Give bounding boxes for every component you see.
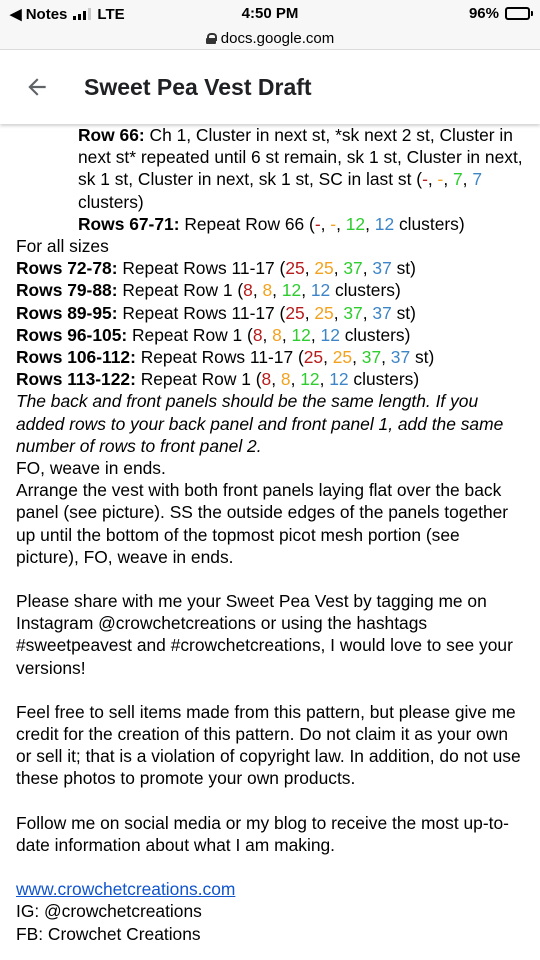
pattern-row-66: Row 66: Ch 1, Cluster in next st, *sk next 2 st, Cluster in next st* repeated until 6 st remain, sk 1 st, Cluster in next, sk 1 st, Cluster in next, sk 1 st, SC in last st (-, -, 7, 7 clusters)	[78, 125, 523, 212]
sell-paragraph: Feel free to sell items made from this pattern, but please give me credit for the creation of this pattern. Do not claim it as your own or sell it; that is a violation of copyright law. In addition, do not use these photos to promote your own products.	[16, 701, 521, 789]
count-size-1: 8	[261, 369, 272, 390]
website-link[interactable]: www.crowchetcreations.com	[16, 879, 236, 900]
count-size-2: 25	[314, 258, 334, 279]
clock: 4:50 PM	[241, 5, 299, 22]
lock-icon	[206, 33, 216, 44]
pattern-row: Rows 113-122: Repeat Row 1 (8, 8, 12, 12 clusters)	[16, 369, 420, 390]
row-suffix: st)	[391, 302, 416, 323]
row-text: Repeat Rows 11-17 (	[135, 347, 304, 368]
count-size-3: 12	[300, 369, 320, 390]
paragraph-spacer	[16, 679, 524, 701]
count-size-3: 12	[345, 213, 366, 234]
count-size-1: 25	[285, 302, 305, 323]
count-size-2: 8	[280, 369, 291, 390]
url-bar[interactable]	[0, 28, 540, 50]
count-size-3: 37	[343, 258, 363, 279]
pattern-row: Rows 96-105: Repeat Row 1 (8, 8, 12, 12 clusters)	[16, 324, 411, 345]
app-header	[0, 50, 540, 124]
row-label: Rows 72-78:	[16, 258, 118, 279]
row-label: Rows 106-112:	[16, 347, 136, 368]
pattern-row: Rows 89-95: Repeat Rows 11-17 (25, 25, 37, 37 st)	[16, 302, 416, 323]
all-sizes-heading: For all sizes	[16, 236, 109, 257]
row-suffix: clusters)	[330, 280, 401, 301]
count-size-4: 12	[310, 280, 331, 301]
count-size-3: 12	[281, 280, 302, 301]
fo-instruction: FO, weave in ends.	[16, 458, 166, 479]
row-label: Rows 67-71:	[78, 213, 180, 234]
row-text: Repeat Row 1 (	[117, 280, 244, 301]
row-text: Repeat Row 1 (	[127, 324, 253, 345]
count-size-4: 12	[320, 324, 340, 345]
row-label: Rows 79-88:	[16, 280, 118, 301]
count-size-1: -	[314, 213, 321, 234]
row-suffix: st)	[391, 258, 416, 279]
row-label: Row 66:	[78, 125, 145, 145]
pattern-rows-67-71: Rows 67-71: Repeat Row 66 (-, -, 12, 12 clusters)	[78, 213, 465, 234]
count-size-3: 7	[453, 169, 463, 190]
count-size-4: 12	[329, 369, 349, 390]
panel-length-note	[16, 390, 524, 457]
count-size-2: -	[437, 169, 444, 190]
battery-percent: 96%	[468, 5, 499, 22]
count-size-1: 8	[252, 324, 263, 345]
follow-paragraph: Follow me on social media or my blog to receive the most up-to-date information about what I am making.	[16, 812, 509, 855]
row-label: Rows 96-105:	[16, 324, 128, 345]
network-type: LTE	[97, 5, 125, 23]
count-size-4: 37	[372, 302, 392, 323]
row-suffix: st)	[410, 347, 435, 368]
row-text: Repeat Row 66 (	[179, 213, 315, 234]
status-right	[469, 5, 530, 22]
paragraph-spacer	[16, 856, 524, 878]
row-suffix: clusters)	[348, 369, 420, 390]
count-size-3: 37	[361, 347, 382, 368]
count-size-1: -	[422, 169, 428, 190]
count-size-2: 25	[332, 347, 353, 368]
row-label: Rows 89-95:	[16, 302, 118, 323]
document-body	[0, 124, 540, 960]
arrow-left-icon	[24, 74, 50, 100]
share-paragraph: Please share with me your Sweet Pea Vest by tagging me on Instagram @crowchetcreations or using the hashtags #sweetpeavest and #crowchetcreations, I would love to see your versions!	[16, 591, 513, 678]
url-text: docs.google.com	[220, 30, 335, 47]
instagram-line: IG: @crowchetcreations	[16, 901, 202, 922]
count-size-4: 37	[390, 347, 411, 368]
row-text: Repeat Rows 11-17 (	[117, 302, 286, 323]
count-size-2: 25	[314, 302, 334, 323]
count-size-4: 37	[372, 258, 392, 279]
row-label: Rows 113-122:	[16, 369, 136, 390]
count-size-2: 8	[272, 324, 282, 345]
paragraph-spacer	[16, 790, 524, 812]
count-size-4: 12	[374, 213, 395, 234]
pattern-row: Rows 79-88: Repeat Row 1 (8, 8, 12, 12 clusters)	[16, 280, 401, 301]
row-text: Ch 1, Cluster in next st, *sk next 2 st, Cluster in next st* repeated until 6 st remain, sk 1 st, Cluster in next, sk 1 st, Cluster in next, sk 1 st, SC in last st (	[78, 125, 523, 190]
back-button[interactable]	[0, 50, 74, 124]
count-size-1: 8	[243, 280, 253, 301]
arrange-instruction: Arrange the vest with both front panels laying flat over the back panel (see picture). SS the outside edges of the panels together up until the bottom of the topmost picot mesh portion (see picture), FO, weave in ends.	[16, 480, 509, 567]
facebook-line: FB: Crowchet Creations	[16, 923, 201, 944]
count-size-2: -	[330, 213, 337, 234]
count-size-2: 8	[262, 280, 273, 301]
document-title: Sweet Pea Vest Draft	[84, 73, 312, 100]
website-line	[16, 878, 524, 900]
status-bar	[0, 0, 540, 28]
count-size-1: 25	[285, 258, 305, 279]
paragraph-spacer	[16, 568, 524, 590]
row-text: Repeat Rows 11-17 (	[117, 258, 286, 279]
row-suffix: clusters)	[394, 213, 465, 234]
count-size-1: 25	[303, 347, 324, 368]
battery-charging-icon	[505, 7, 530, 20]
pattern-row: Rows 106-112: Repeat Rows 11-17 (25, 25, 37, 37 st)	[16, 347, 435, 368]
row-text: Repeat Row 1 (	[135, 369, 262, 390]
back-to-notes-link[interactable]: ◀ Notes	[10, 6, 68, 23]
count-size-3: 37	[343, 302, 363, 323]
count-size-4: 7	[472, 169, 483, 190]
pattern-row: Rows 72-78: Repeat Rows 11-17 (25, 25, 37, 37 st)	[16, 258, 416, 279]
count-size-3: 12	[291, 324, 311, 345]
row-suffix: clusters)	[78, 191, 144, 212]
note-text: The back and front panels should be the same length. If you added rows to your back panel and front panel 1, add the same number of rows to front panel 2.	[16, 391, 504, 456]
row-suffix: clusters)	[339, 324, 411, 345]
